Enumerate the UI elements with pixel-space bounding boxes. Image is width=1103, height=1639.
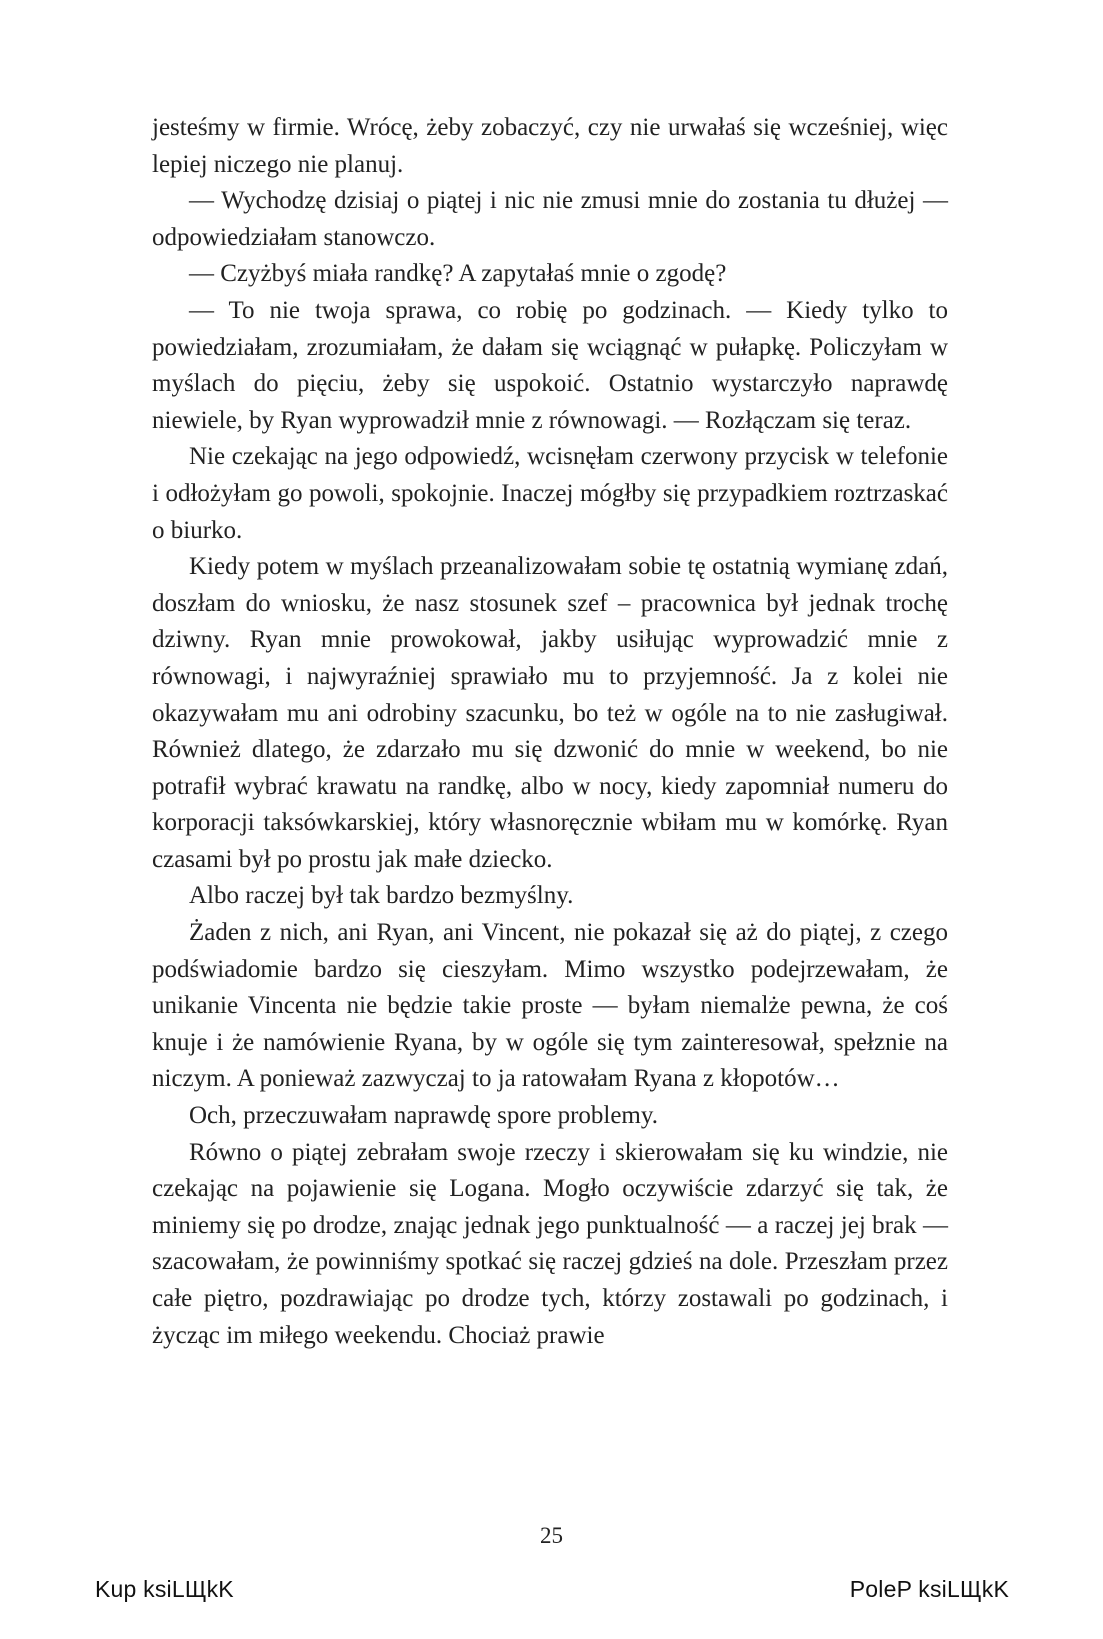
buy-book-link[interactable]: Kup ksiLЩkK bbox=[95, 1576, 234, 1602]
paragraph-4: — To nie twoja sprawa, co robię po godzinach. — Kiedy tylko to powiedziałam, zrozumiałam, że dałam się wciągnąć w pułapkę. Policzyłam w myślach do pięciu, żeby się uspokoić. Ostatnio wystarczyło naprawdę niewiele, by Ryan wyprowadził mnie z równowagi. — Rozłączam się teraz. bbox=[152, 296, 948, 434]
page-body-text bbox=[152, 110, 948, 1354]
paragraph-7: Albo raczej był tak bardzo bezmyślny. bbox=[189, 882, 574, 910]
paragraph-1: jesteśmy w firmie. Wrócę, żeby zobaczyć, czy nie urwałaś się wcześniej, więc lepiej niczego nie planuj. bbox=[152, 114, 948, 178]
paragraph-6: Kiedy potem w myślach przeanalizowałam sobie tę ostatnią wymianę zdań, doszłam do wniosku, że nasz stosunek szef – pracownica był jednak trochę dziwny. Ryan mnie prowokował, jakby usiłując wyprowadzić mnie z równowagi, i najwyraźniej sprawiało mu to przyjemność. Ja z kolei nie okazywałam mu ani odrobiny szacunku, bo też w ogóle na to nie zasługiwał. Również dlatego, że zdarzało mu się dzwonić do mnie w weekend, bo nie potrafił wybrać krawatu na randkę, albo w nocy, kiedy zapomniał numeru do korporacji taksówkarskiej, który własnoręcznie wbiłam mu w komórkę. Ryan czasami był po prostu jak małe dziecko. bbox=[152, 553, 948, 873]
paragraph-2: — Wychodzę dzisiaj o piątej i nic nie zmusi mnie do zostania tu dłużej — odpowiedziałam stanowczo. bbox=[152, 187, 948, 251]
paragraph-8: Żaden z nich, ani Ryan, ani Vincent, nie pokazał się aż do piątej, z czego podświadomie bardzo się cieszyłam. Mimo wszystko podejrzewałam, że unikanie Vincenta nie będzie takie proste — byłam niemalże pewna, że coś knuje i że namówienie Ryana, by w ogóle się tym zainteresował, spełznie na niczym. A ponieważ zazwyczaj to ja ratowałam Ryana z kłopotów… bbox=[152, 919, 948, 1093]
paragraph-5: Nie czekając na jego odpowiedź, wcisnęłam czerwony przycisk w telefonie i odłożyłam go powoli, spokojnie. Inaczej mógłby się przypadkiem roztrzaskać o biurko. bbox=[152, 443, 948, 544]
page-number: 25 bbox=[540, 1523, 563, 1548]
paragraph-3: — Czyżbyś miała randkę? A zapytałaś mnie o zgodę? bbox=[189, 260, 727, 288]
paragraph-10: Równo o piątej zebrałam swoje rzeczy i skierowałam się ku windzie, nie czekając na pojawienie się Logana. Mogło oczywiście zdarzyć się tak, że miniemy się po drodze, znając jednak jego punktualność — a raczej jej brak — szacowałam, że powinniśmy spotkać się raczej gdzieś na dole. Przeszłam przez całe piętro, pozdrawiając po drodze tych, którzy zostawali po godzinach, i życząc im miłego weekendu. Chociaż prawie bbox=[152, 1138, 948, 1349]
paragraph-9: Och, przeczuwałam naprawdę spore problemy. bbox=[189, 1102, 659, 1130]
recommend-book-link[interactable]: PoleP ksiLЩkK bbox=[849, 1576, 1009, 1602]
